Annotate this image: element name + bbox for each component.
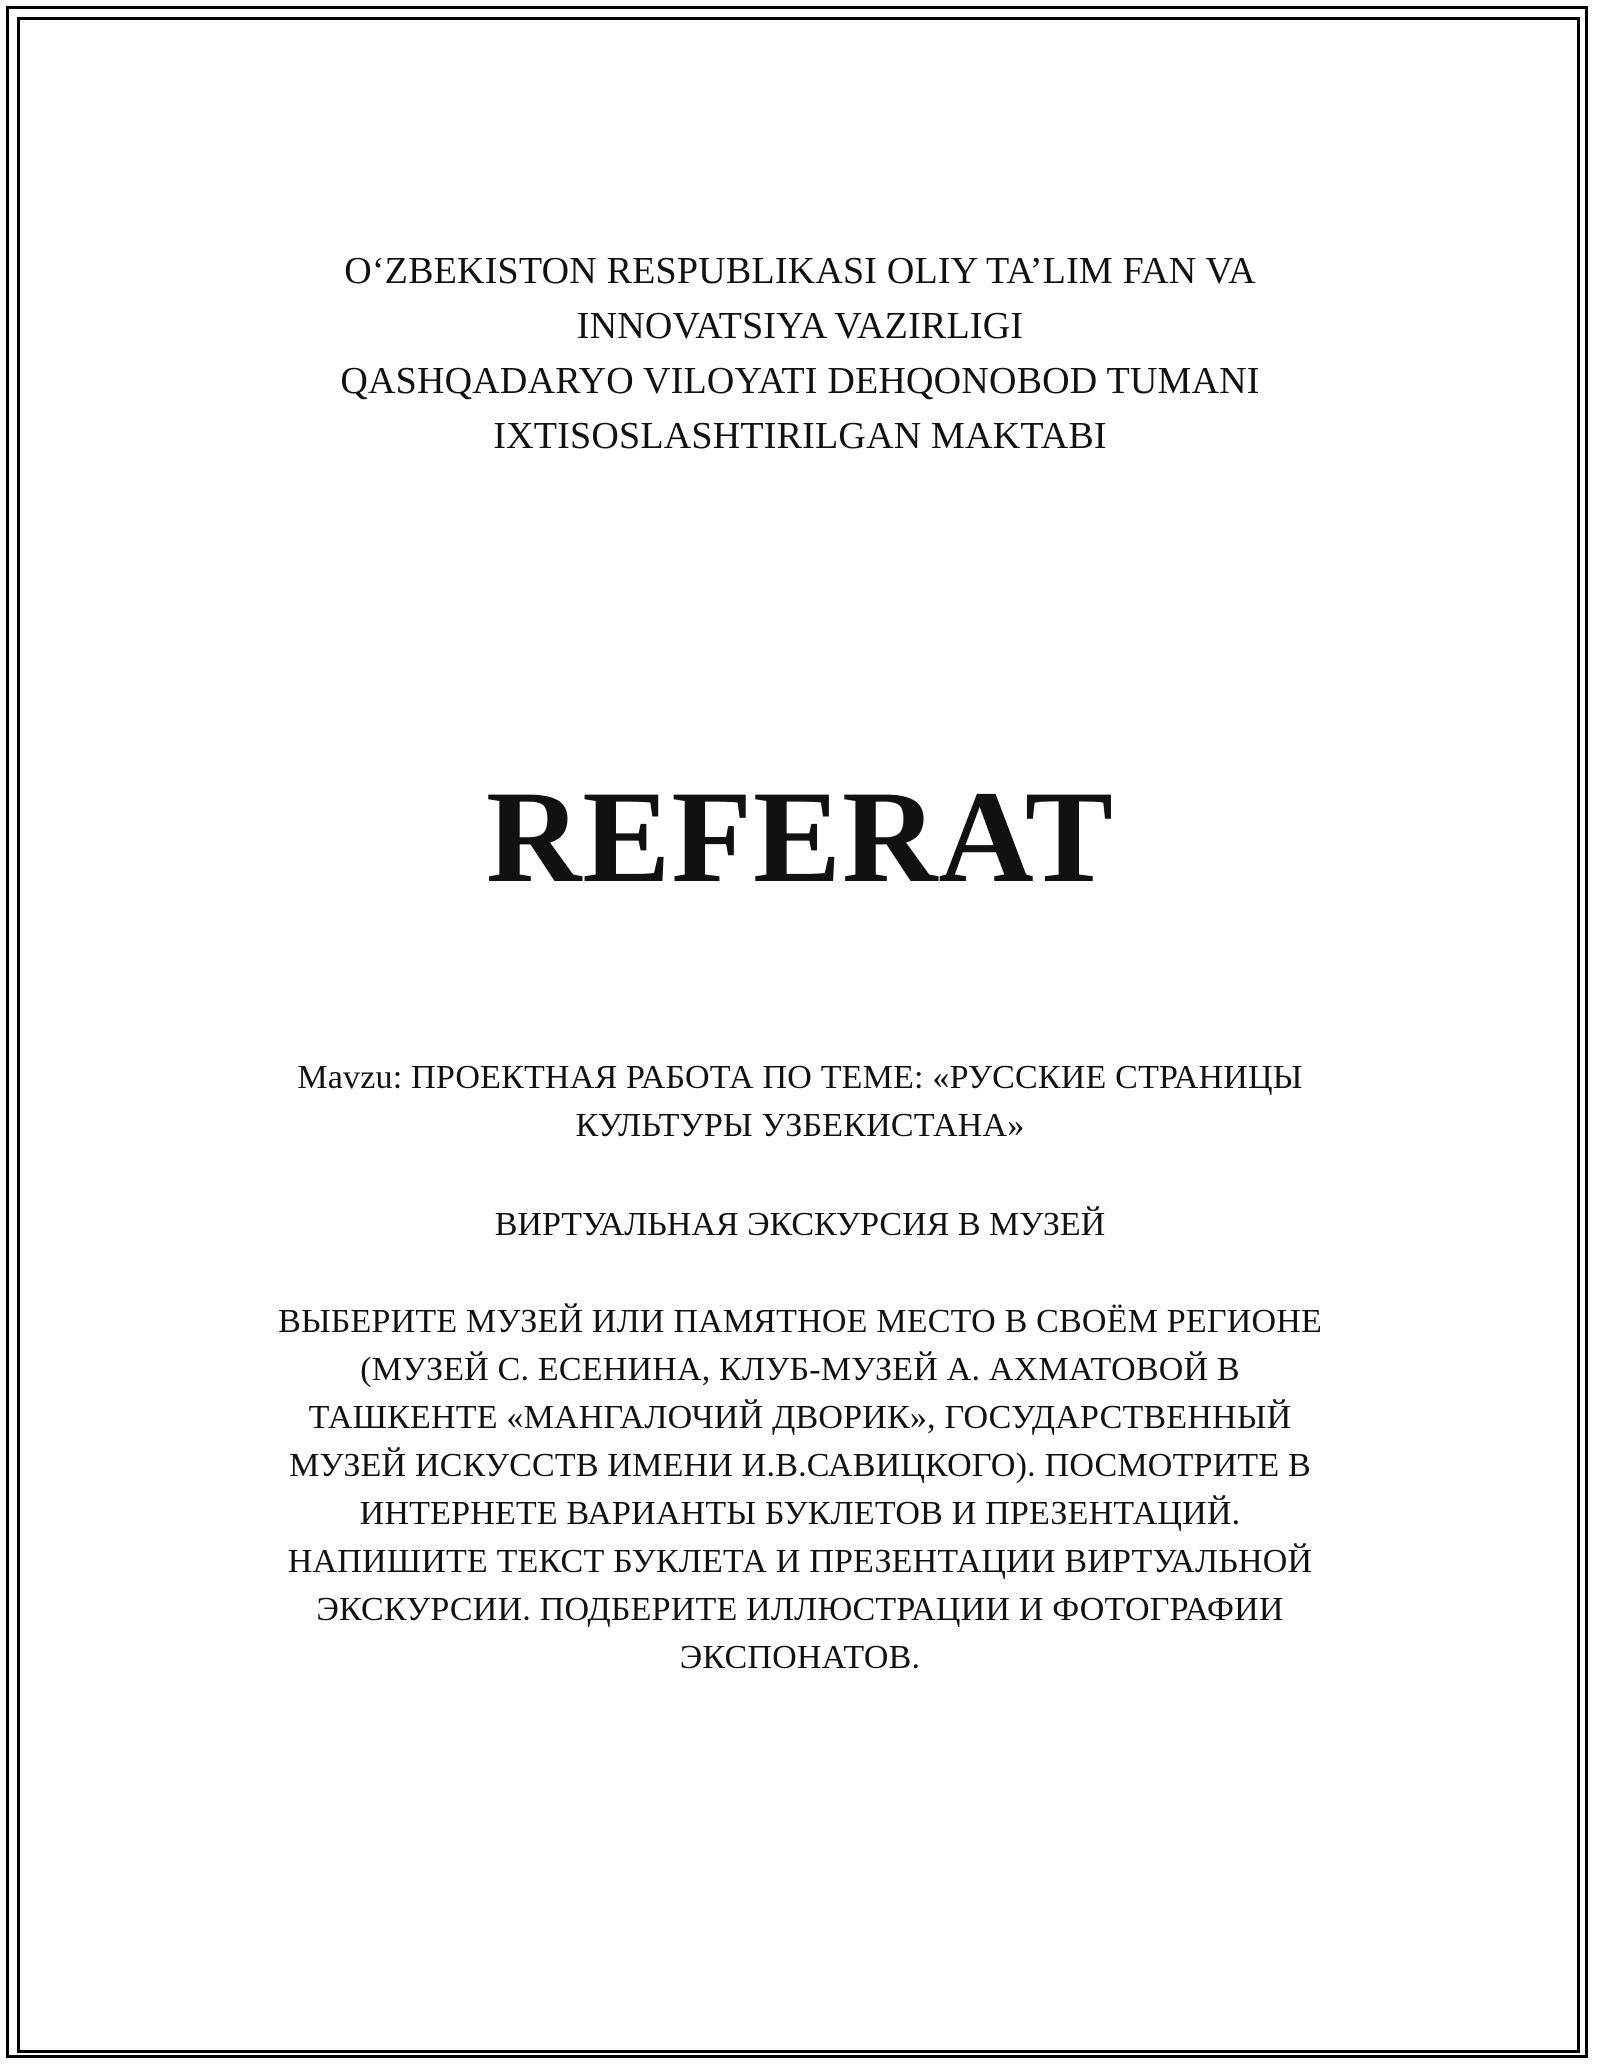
topic-block xyxy=(200,1054,1400,1150)
task-line: ЭКСКУРСИИ. ПОДБЕРИТЕ ИЛЛЮСТРАЦИИ И ФОТОГРАФИИ xyxy=(316,1591,1284,1628)
header-line: QASHQADARYO VILOYATI DEHQONOBOD TUMANI xyxy=(340,360,1260,402)
task-line: ЭКСПОНАТОВ. xyxy=(679,1639,921,1676)
document-title: REFERAT xyxy=(486,763,1114,910)
institution-header xyxy=(200,244,1400,464)
task-description xyxy=(200,1298,1400,1682)
task-line: ВЫБЕРИТЕ МУЗЕЙ ИЛИ ПАМЯТНОЕ МЕСТО В СВОЁМ РЕГИОНЕ xyxy=(278,1303,1322,1340)
task-line: МУЗЕЙ ИСКУССТВ ИМЕНИ И.В.САВИЦКОГО). ПОСМОТРИТЕ В xyxy=(289,1447,1311,1484)
topic-line: КУЛЬТУРЫ УЗБЕКИСТАНА» xyxy=(575,1107,1025,1144)
task-line: ИНТЕРНЕТЕ ВАРИАНТЫ БУКЛЕТОВ И ПРЕЗЕНТАЦИЙ. xyxy=(359,1495,1241,1532)
task-line: (МУЗЕЙ С. ЕСЕНИНА, КЛУБ-МУЗЕЙ А. АХМАТОВОЙ В xyxy=(360,1351,1240,1388)
subtopic: ВИРТУАЛЬНАЯ ЭКСКУРСИЯ В МУЗЕЙ xyxy=(494,1206,1106,1243)
header-line: IXTISOSLASHTIRILGAN MAKTABI xyxy=(493,415,1107,457)
task-line: НАПИШИТЕ ТЕКСТ БУКЛЕТА И ПРЕЗЕНТАЦИИ ВИРТУАЛЬНОЙ xyxy=(287,1543,1313,1580)
topic-line: Mavzu: ПРОЕКТНАЯ РАБОТА ПО ТЕМЕ: «РУССКИЕ СТРАНИЦЫ xyxy=(297,1059,1303,1096)
header-line: INNOVATSIYA VAZIRLIGI xyxy=(576,305,1024,347)
task-line: ТАШКЕНТЕ «МАНГАЛОЧИЙ ДВОРИК», ГОСУДАРСТВЕННЫЙ xyxy=(308,1399,1292,1436)
header-line: O‘ZBEKISTON RESPUBLIKASI OLIY TA’LIM FAN VA xyxy=(344,250,1256,292)
